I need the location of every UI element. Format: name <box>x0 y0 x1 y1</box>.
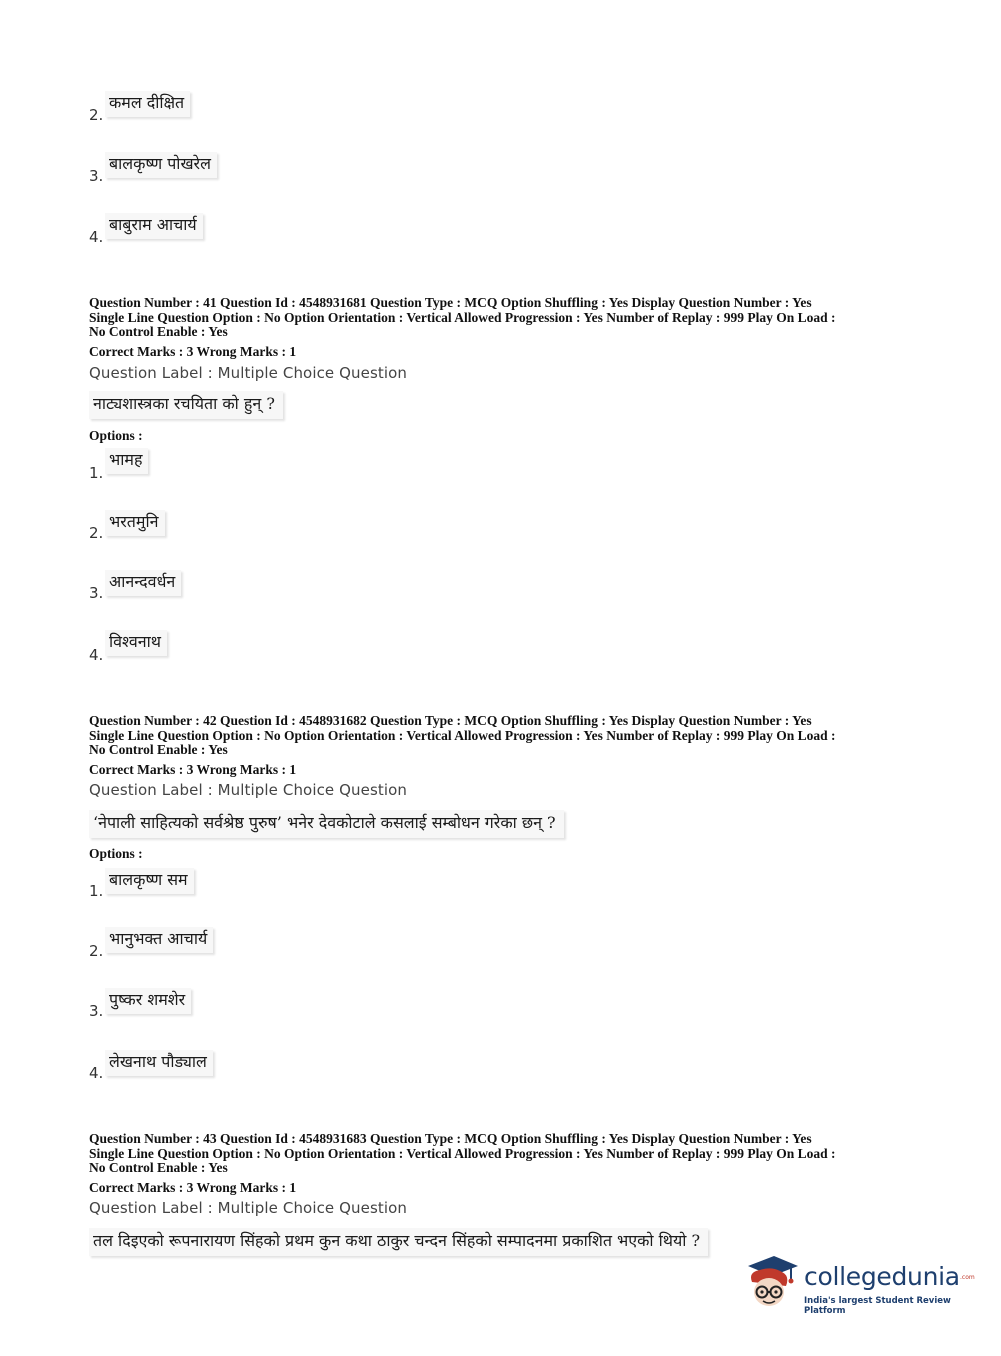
question-meta: Question Number : 43 Question Id : 4548931683 Question Type : MCQ Option Shuffling : Yes Display Question Number : Yes Single Line Question Option : No Option Orientation : Vertical Allowed Progression : Yes Number of Replay : 999 Play On Load : No Control Enable : Yes <box>89 1131 836 1176</box>
option-number: 2. <box>89 524 104 542</box>
option-number: 2. <box>89 106 104 124</box>
option-number: 4. <box>89 646 104 664</box>
question-marks: Correct Marks : 3 Wrong Marks : 1 <box>89 344 297 359</box>
question-label: Question Label : Multiple Choice Question <box>89 1199 408 1217</box>
question-label: Question Label : Multiple Choice Question <box>89 781 408 799</box>
brand-tagline: India's largest Student Review Platform <box>804 1296 951 1316</box>
question-meta: Question Number : 41 Question Id : 4548931681 Question Type : MCQ Option Shuffling : Yes Display Question Number : Yes Single Line Question Option : No Option Orientation : Vertical Allowed Progression : Yes Number of Replay : 999 Play On Load : No Control Enable : Yes <box>89 295 836 340</box>
question-text: तल दिइएको रूपनारायण सिंहको प्रथम कुन कथा ठाकुर चन्दन सिंहको सम्पादनमा प्रकाशित भएको थियो ? <box>89 1228 708 1256</box>
option-text: भरतमुनि <box>105 510 165 536</box>
brand-dotcom: .com <box>960 1274 975 1281</box>
option-number: 3. <box>89 1002 104 1020</box>
option-text: भानुभक्त आचार्य <box>105 927 213 953</box>
question-text: ‘नेपाली साहित्यको सर्वश्रेष्ठ पुरुष’ भनेर देवकोटाले कसलाई सम्बोधन गरेका छन् ? <box>89 810 564 838</box>
option-number: 1. <box>89 882 104 900</box>
option-text: कमल दीक्षित <box>105 91 190 117</box>
brand-name: collegedunia <box>804 1262 960 1291</box>
option-text: बाबुराम आचार्य <box>105 213 203 239</box>
collegedunia-logo <box>742 1254 975 1316</box>
question-marks: Correct Marks : 3 Wrong Marks : 1 <box>89 1180 297 1195</box>
option-number: 4. <box>89 228 104 246</box>
question-text: नाट्यशास्त्रका रचयिता को हुन् ? <box>89 391 283 419</box>
option-text: भामह <box>105 448 148 474</box>
question-label: Question Label : Multiple Choice Question <box>89 364 408 382</box>
question-marks: Correct Marks : 3 Wrong Marks : 1 <box>89 762 297 777</box>
option-number: 4. <box>89 1064 104 1082</box>
option-text: पुष्कर शमशेर <box>105 988 191 1014</box>
option-number: 2. <box>89 942 104 960</box>
option-text: बालकृष्ण पोखरेल <box>105 152 217 178</box>
option-number: 3. <box>89 584 104 602</box>
option-text: बालकृष्ण सम <box>105 868 194 894</box>
mascot-icon <box>742 1254 802 1314</box>
options-heading: Options : <box>89 428 143 443</box>
option-text: लेखनाथ पौड्याल <box>105 1050 213 1076</box>
question-meta: Question Number : 42 Question Id : 4548931682 Question Type : MCQ Option Shuffling : Yes Display Question Number : Yes Single Line Question Option : No Option Orientation : Vertical Allowed Progression : Yes Number of Replay : 999 Play On Load : No Control Enable : Yes <box>89 713 836 758</box>
option-text: विश्वनाथ <box>105 630 167 656</box>
option-number: 3. <box>89 167 104 185</box>
options-heading: Options : <box>89 846 143 861</box>
option-text: आनन्दवर्धन <box>105 570 181 596</box>
option-number: 1. <box>89 464 104 482</box>
